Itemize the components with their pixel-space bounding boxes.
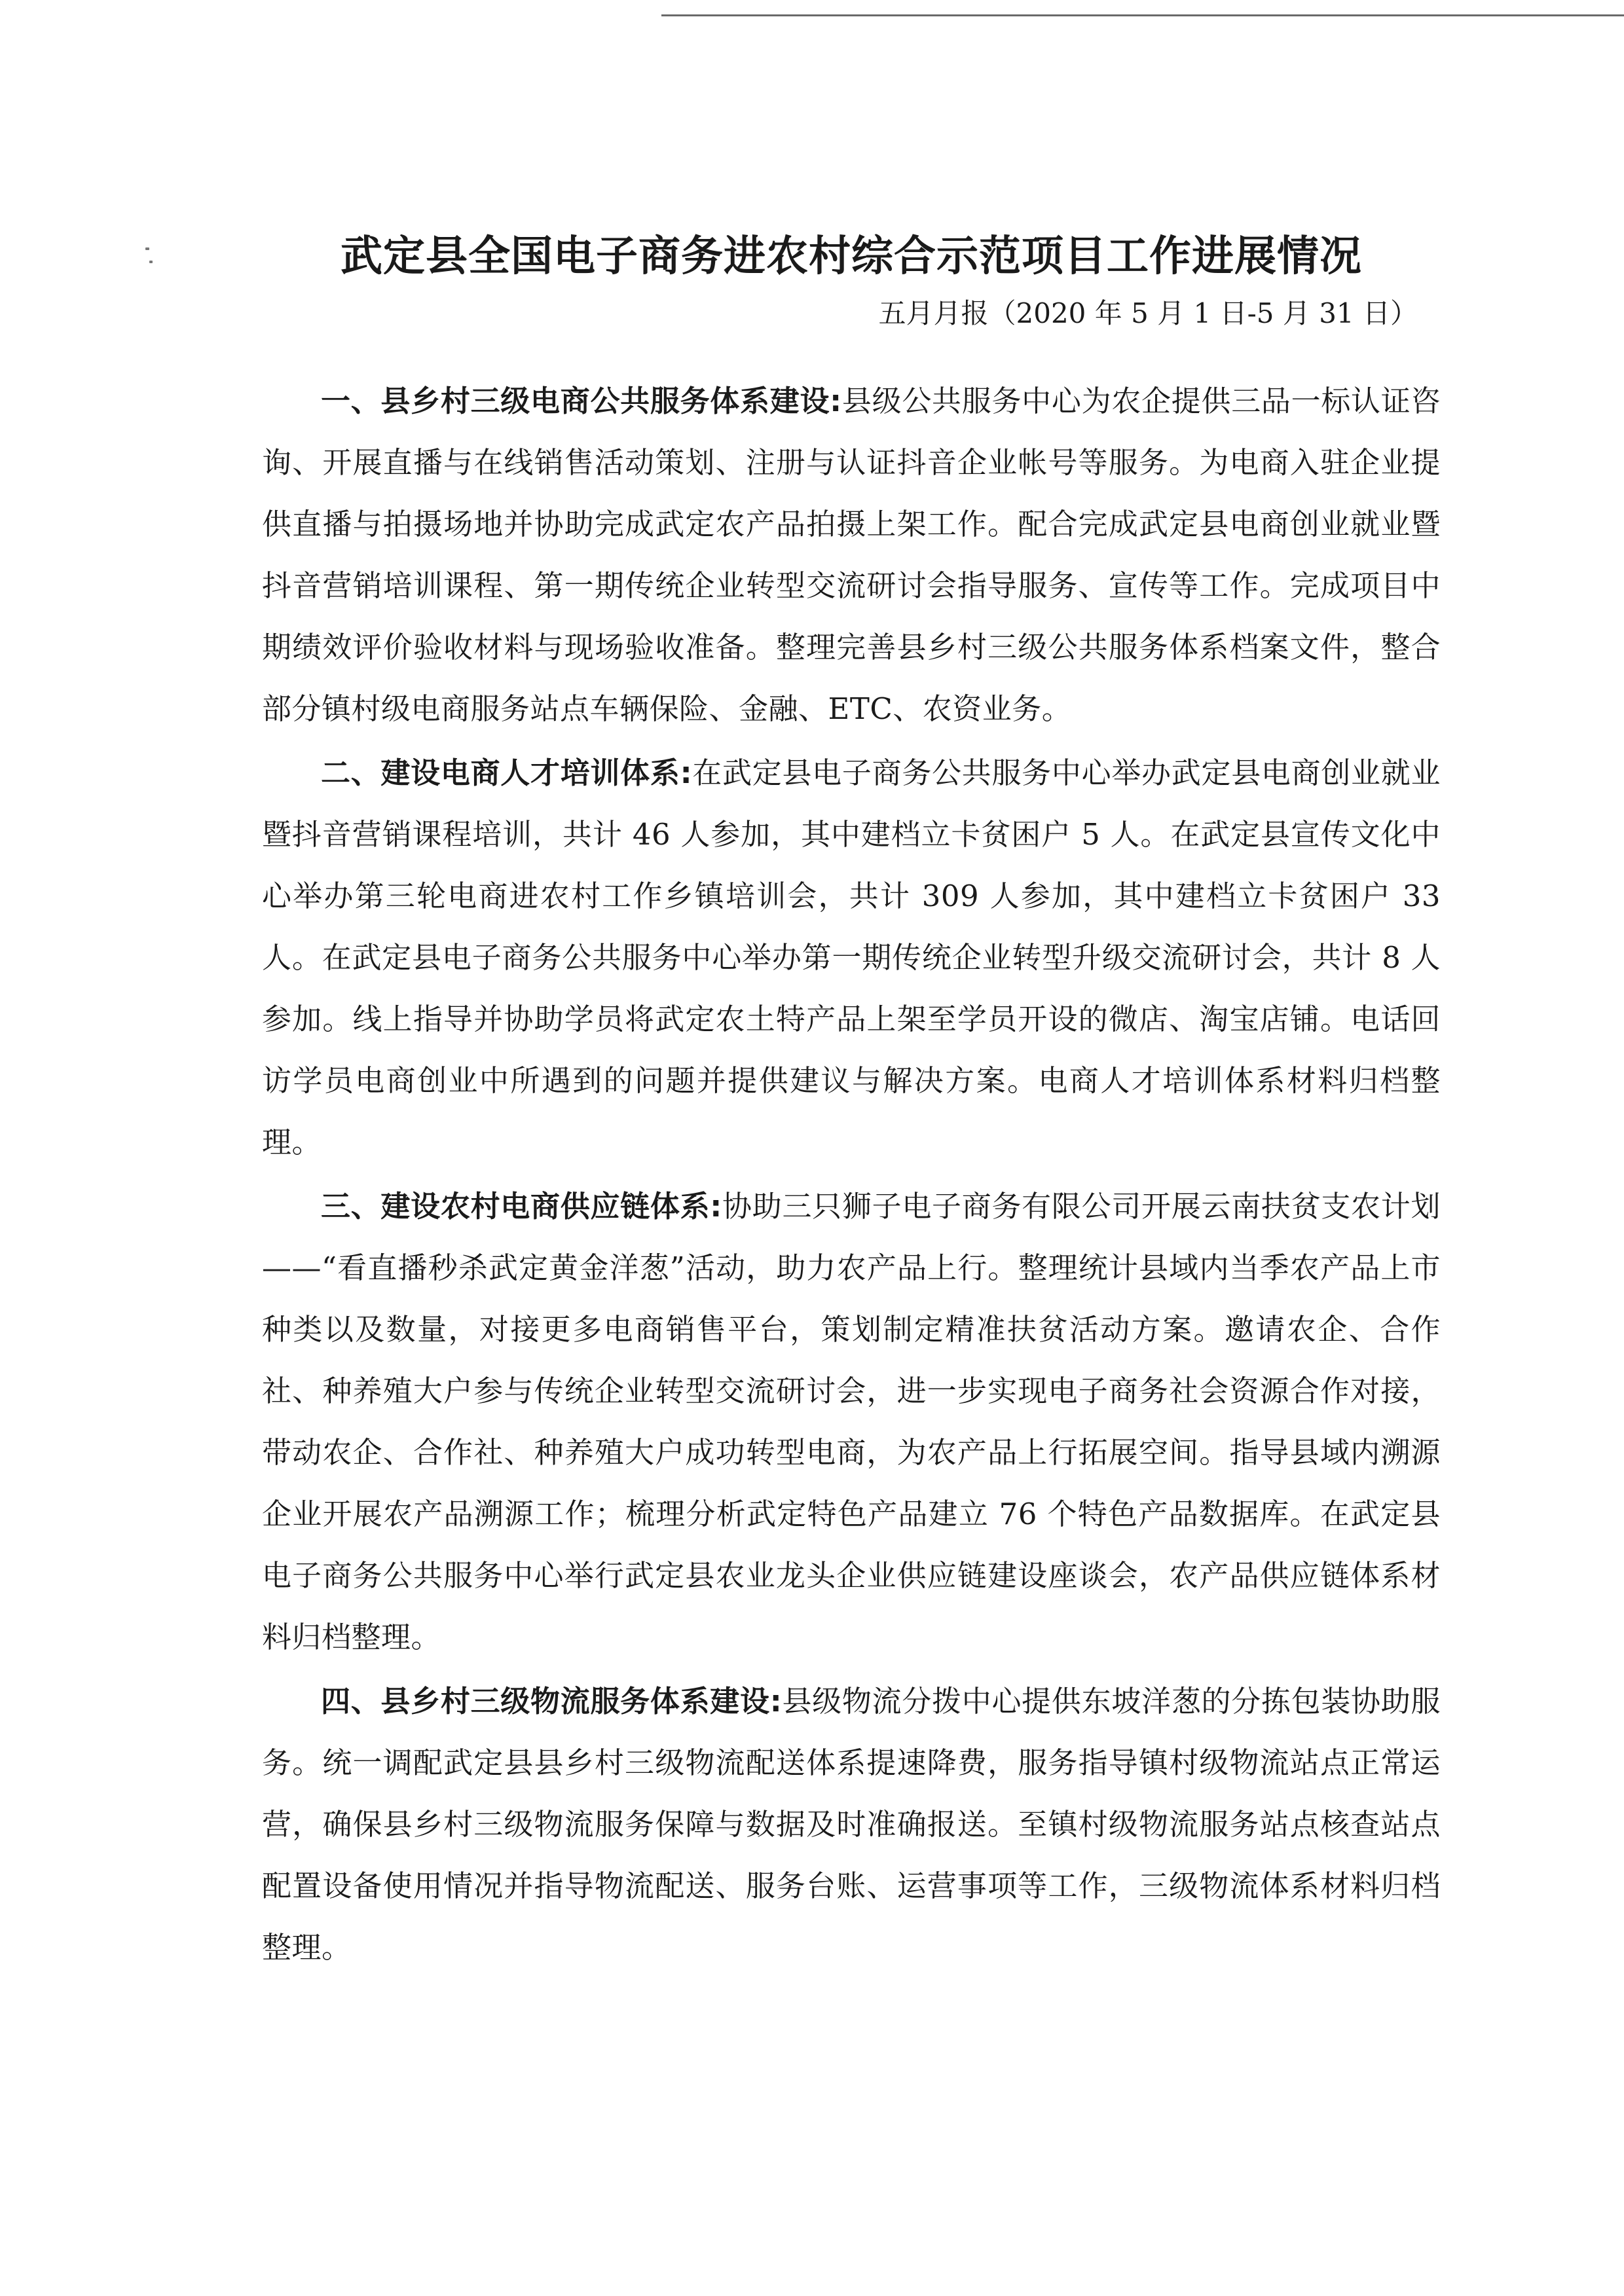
report-period: 五月月报（2020 年 5 月 1 日-5 月 31 日）	[878, 297, 1418, 329]
section-2-heading: 二、建设电商人才培训体系:	[321, 756, 693, 790]
section-2	[262, 742, 1441, 1173]
section-3-body: 协助三只狮子电子商务有限公司开展云南扶贫支农计划——“看直播秒杀武定黄金洋葱”活动，助力农产品上行。整理统计县域内当季农产品上市种类以及数量，对接更多电商销售平台，策划制定精准扶贫活动方案。邀请农企、合作社、种养殖大户参与传统企业转型交流研讨会，进一步实现电子商务社会资源合作对接，带动农企、合作社、种养殖大户成功转型电商，为农产品上行拓展空间。指导县域内溯源企业开展农产品溯源工作；梳理分析武定特色产品建立 76 个特色产品数据库。在武定县电子商务公共服务中心举行武定县农业龙头企业供应链建设座谈会，农产品供应链体系材料归档整理。	[262, 1189, 1441, 1654]
section-1	[262, 371, 1441, 740]
document-page	[262, 223, 1441, 1981]
section-3-heading: 三、建设农村电商供应链体系:	[321, 1189, 722, 1224]
scan-artifact-line	[661, 14, 1624, 16]
section-2-body: 在武定县电子商务公共服务中心举办武定县电商创业就业暨抖音营销课程培训，共计 46 人参加，其中建档立卡贫困户 5 人。在武定县宣传文化中心举办第三轮电商进农村工作乡镇培训会，共计 309 人参加，其中建档立卡贫困户 33 人。在武定县电子商务公共服务中心举办第一期传统企业转型升级交流研讨会，共计 8 人参加。线上指导并协助学员将武定农土特产品上架至学员开设的微店、淘宝店铺。电话回访学员电商创业中所遇到的问题并提供建议与解决方案。电商人才培训体系材料归档整理。	[262, 756, 1441, 1159]
scan-speck	[149, 261, 153, 263]
section-4-heading: 四、县乡村三级物流服务体系建设:	[321, 1684, 783, 1719]
section-3	[262, 1176, 1441, 1668]
scan-speck	[145, 247, 149, 250]
section-1-heading: 一、县乡村三级电商公共服务体系建设:	[321, 384, 842, 418]
document-title: 武定县全国电子商务进农村综合示范项目工作进展情况	[341, 232, 1362, 281]
section-4	[262, 1671, 1441, 1978]
section-4-body: 县级物流分拨中心提供东坡洋葱的分拣包装协助服务。统一调配武定县县乡村三级物流配送体系提速降费，服务指导镇村级物流站点正常运营，确保县乡村三级物流服务保障与数据及时准确报送。至镇村级物流服务站点核查站点配置设备使用情况并指导物流配送、服务台账、运营事项等工作，三级物流体系材料归档整理。	[262, 1684, 1441, 1965]
section-1-body: 县级公共服务中心为农企提供三品一标认证咨询、开展直播与在线销售活动策划、注册与认证抖音企业帐号等服务。为电商入驻企业提供直播与拍摄场地并协助完成武定农产品拍摄上架工作。配合完成武定县电商创业就业暨抖音营销培训课程、第一期传统企业转型交流研讨会指导服务、宣传等工作。完成项目中期绩效评价验收材料与现场验收准备。整理完善县乡村三级公共服务体系档案文件，整合部分镇村级电商服务站点车辆保险、金融、ETC、农资业务。	[262, 384, 1441, 726]
